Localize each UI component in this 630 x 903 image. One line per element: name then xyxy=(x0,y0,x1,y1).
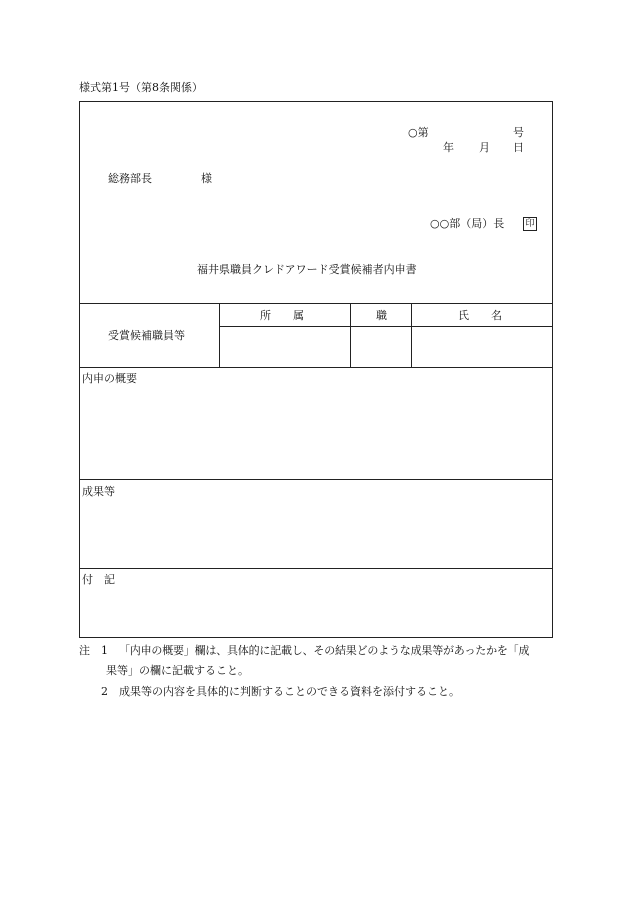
table-header-line xyxy=(219,326,552,327)
table-divider-3 xyxy=(411,303,412,367)
notes-prefix: 注 xyxy=(79,644,90,657)
divider-remarks xyxy=(79,568,552,569)
honorific: 様 xyxy=(201,172,212,185)
col-affiliation: 所 属 xyxy=(260,309,304,322)
divider-summary xyxy=(79,367,552,368)
note-2-number: 2 xyxy=(101,685,108,698)
remarks-label: 付 記 xyxy=(82,573,115,586)
table-divider-1 xyxy=(219,303,220,367)
results-label: 成果等 xyxy=(82,485,115,498)
note-1-line1: 「内申の概要」欄は、具体的に記載し、その結果どのような成果等があったかを「成 xyxy=(119,644,530,657)
note-2-line1: 成果等の内容を具体的に判断することのできる資料を添付すること。 xyxy=(119,685,460,698)
table-divider-2 xyxy=(350,303,351,367)
sender: ○○部（局）長 xyxy=(430,217,505,230)
note-1-line2: 果等」の欄に記載すること。 xyxy=(106,664,249,677)
col-position: 職 xyxy=(376,309,387,322)
date-year: 年 xyxy=(443,141,454,154)
date-month: 月 xyxy=(479,141,490,154)
col-name: 氏 名 xyxy=(458,309,502,322)
document-title: 福井県職員クレドアワード受賞候補者内申書 xyxy=(197,263,417,276)
seal-mark: 印 xyxy=(523,217,537,231)
note-1-number: 1 xyxy=(101,644,108,657)
candidate-row-label: 受賞候補職員等 xyxy=(108,329,185,342)
form-label: 様式第1号（第8条関係） xyxy=(79,81,203,94)
number-prefix: ○第 xyxy=(408,126,429,139)
date-day: 日 xyxy=(513,141,524,154)
divider-header xyxy=(79,303,552,304)
addressee: 総務部長 xyxy=(108,172,152,185)
divider-results xyxy=(79,479,552,480)
number-suffix: 号 xyxy=(513,126,524,139)
summary-label: 内申の概要 xyxy=(82,372,137,385)
